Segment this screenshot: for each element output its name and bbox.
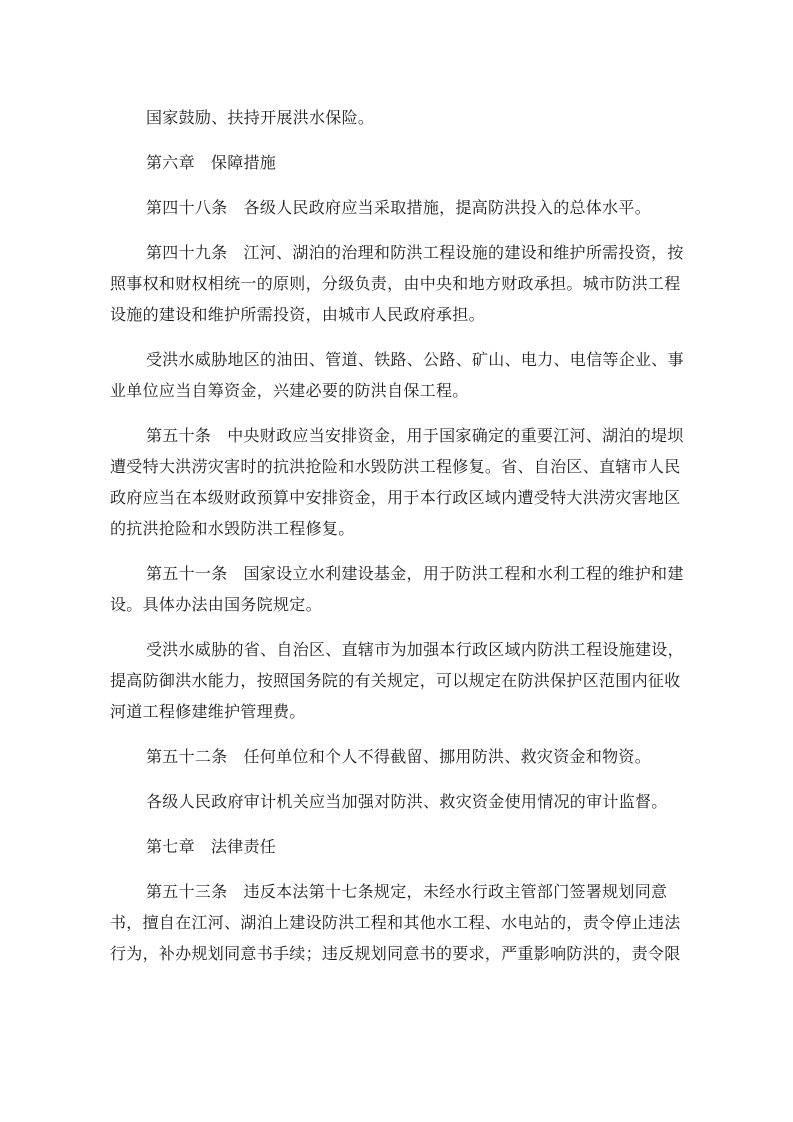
line-text: 书，擅自在江河、湖泊上建设防洪工程和其他水工程、水电站的，责令停止违法 <box>110 913 681 932</box>
body-paragraph <box>110 344 690 406</box>
line-text: 政府应当在本级财政预算中安排资金，用于本行政区域内遭受特大洪涝灾害地区 <box>110 488 681 507</box>
document-page <box>110 102 690 983</box>
text-line <box>110 741 690 772</box>
text-line <box>110 907 690 938</box>
text-line <box>110 831 690 862</box>
line-text: 照事权和财权相统一的原则，分级负责，由中央和地方财政承担。城市防洪工程 <box>110 274 681 293</box>
line-text: 受洪水威胁的省、自治区、直辖市为加强本行政区域内防洪工程设施建设， <box>146 640 684 659</box>
text-line <box>110 513 690 544</box>
text-line <box>110 634 690 665</box>
text-line <box>110 558 690 589</box>
article-paragraph <box>110 237 690 330</box>
line-text: 江河、湖泊的治理和防洪工程设施的建设和维护所需投资，按 <box>243 243 684 262</box>
text-line <box>110 237 690 268</box>
chapter-title: 保障措施 <box>210 153 277 172</box>
article-number: 第四十八条 <box>146 198 228 217</box>
body-paragraph <box>110 102 690 133</box>
body-paragraph <box>110 634 690 727</box>
article-paragraph <box>110 558 690 620</box>
article-number: 第五十条 <box>146 426 212 445</box>
article-paragraph <box>110 876 690 969</box>
chapter-heading <box>110 147 690 178</box>
text-line <box>110 589 690 620</box>
article-paragraph <box>110 741 690 772</box>
chapter-number: 第七章 <box>146 837 195 856</box>
line-text: 的抗洪抢险和水毁防洪工程修复。 <box>110 519 355 538</box>
article-paragraph <box>110 192 690 223</box>
article-number: 第五十三条 <box>146 882 228 901</box>
article-number: 第五十一条 <box>146 564 228 583</box>
text-line <box>110 192 690 223</box>
text-line <box>110 344 690 375</box>
text-line <box>110 786 690 817</box>
line-text: 设。具体办法由国务院规定。 <box>110 595 322 614</box>
line-text: 国家设立水利建设基金，用于防洪工程和水利工程的维护和建 <box>243 564 684 583</box>
article-paragraph <box>110 420 690 544</box>
body-paragraph <box>110 786 690 817</box>
line-text: 设施的建设和维护所需投资，由城市人民政府承担。 <box>110 305 485 324</box>
text-line <box>110 268 690 299</box>
chapter-title: 法律责任 <box>210 837 277 856</box>
line-text: 行为，补办规划同意书手续；违反规划同意书的要求，严重影响防洪的，责令限 <box>110 944 681 963</box>
text-line <box>110 696 690 727</box>
text-line <box>110 665 690 696</box>
text-line <box>110 451 690 482</box>
text-line <box>110 375 690 406</box>
line-text: 遭受特大洪涝灾害时的抗洪抢险和水毁防洪工程修复。省、自治区、直辖市人民 <box>110 457 681 476</box>
line-text: 业单位应当自筹资金，兴建必要的防洪自保工程。 <box>110 381 469 400</box>
line-text: 中央财政应当安排资金，用于国家确定的重要江河、湖泊的堤坝 <box>227 426 684 445</box>
text-line <box>110 938 690 969</box>
text-line <box>110 876 690 907</box>
line-text: 违反本法第十七条规定，未经水行政主管部门签署规划同意 <box>243 882 668 901</box>
line-text: 河道工程修建维护管理费。 <box>110 702 306 721</box>
text-line <box>110 299 690 330</box>
article-number: 第四十九条 <box>146 243 228 262</box>
article-number: 第五十二条 <box>146 747 228 766</box>
text-line <box>110 420 690 451</box>
text-line <box>110 147 690 178</box>
line-text: 国家鼓励、扶持开展洪水保险。 <box>146 108 375 127</box>
line-text: 受洪水威胁地区的油田、管道、铁路、公路、矿山、电力、电信等企业、事 <box>146 350 684 369</box>
line-text: 任何单位和个人不得截留、挪用防洪、救灾资金和物资。 <box>243 747 652 766</box>
line-text: 各级人民政府审计机关应当加强对防洪、救灾资金使用情况的审计监督。 <box>146 792 668 811</box>
line-text: 各级人民政府应当采取措施，提高防洪投入的总体水平。 <box>243 198 652 217</box>
line-text: 提高防御洪水能力，按照国务院的有关规定，可以规定在防洪保护区范围内征收 <box>110 671 681 690</box>
chapter-number: 第六章 <box>146 153 195 172</box>
text-line <box>110 102 690 133</box>
text-line <box>110 482 690 513</box>
chapter-heading <box>110 831 690 862</box>
